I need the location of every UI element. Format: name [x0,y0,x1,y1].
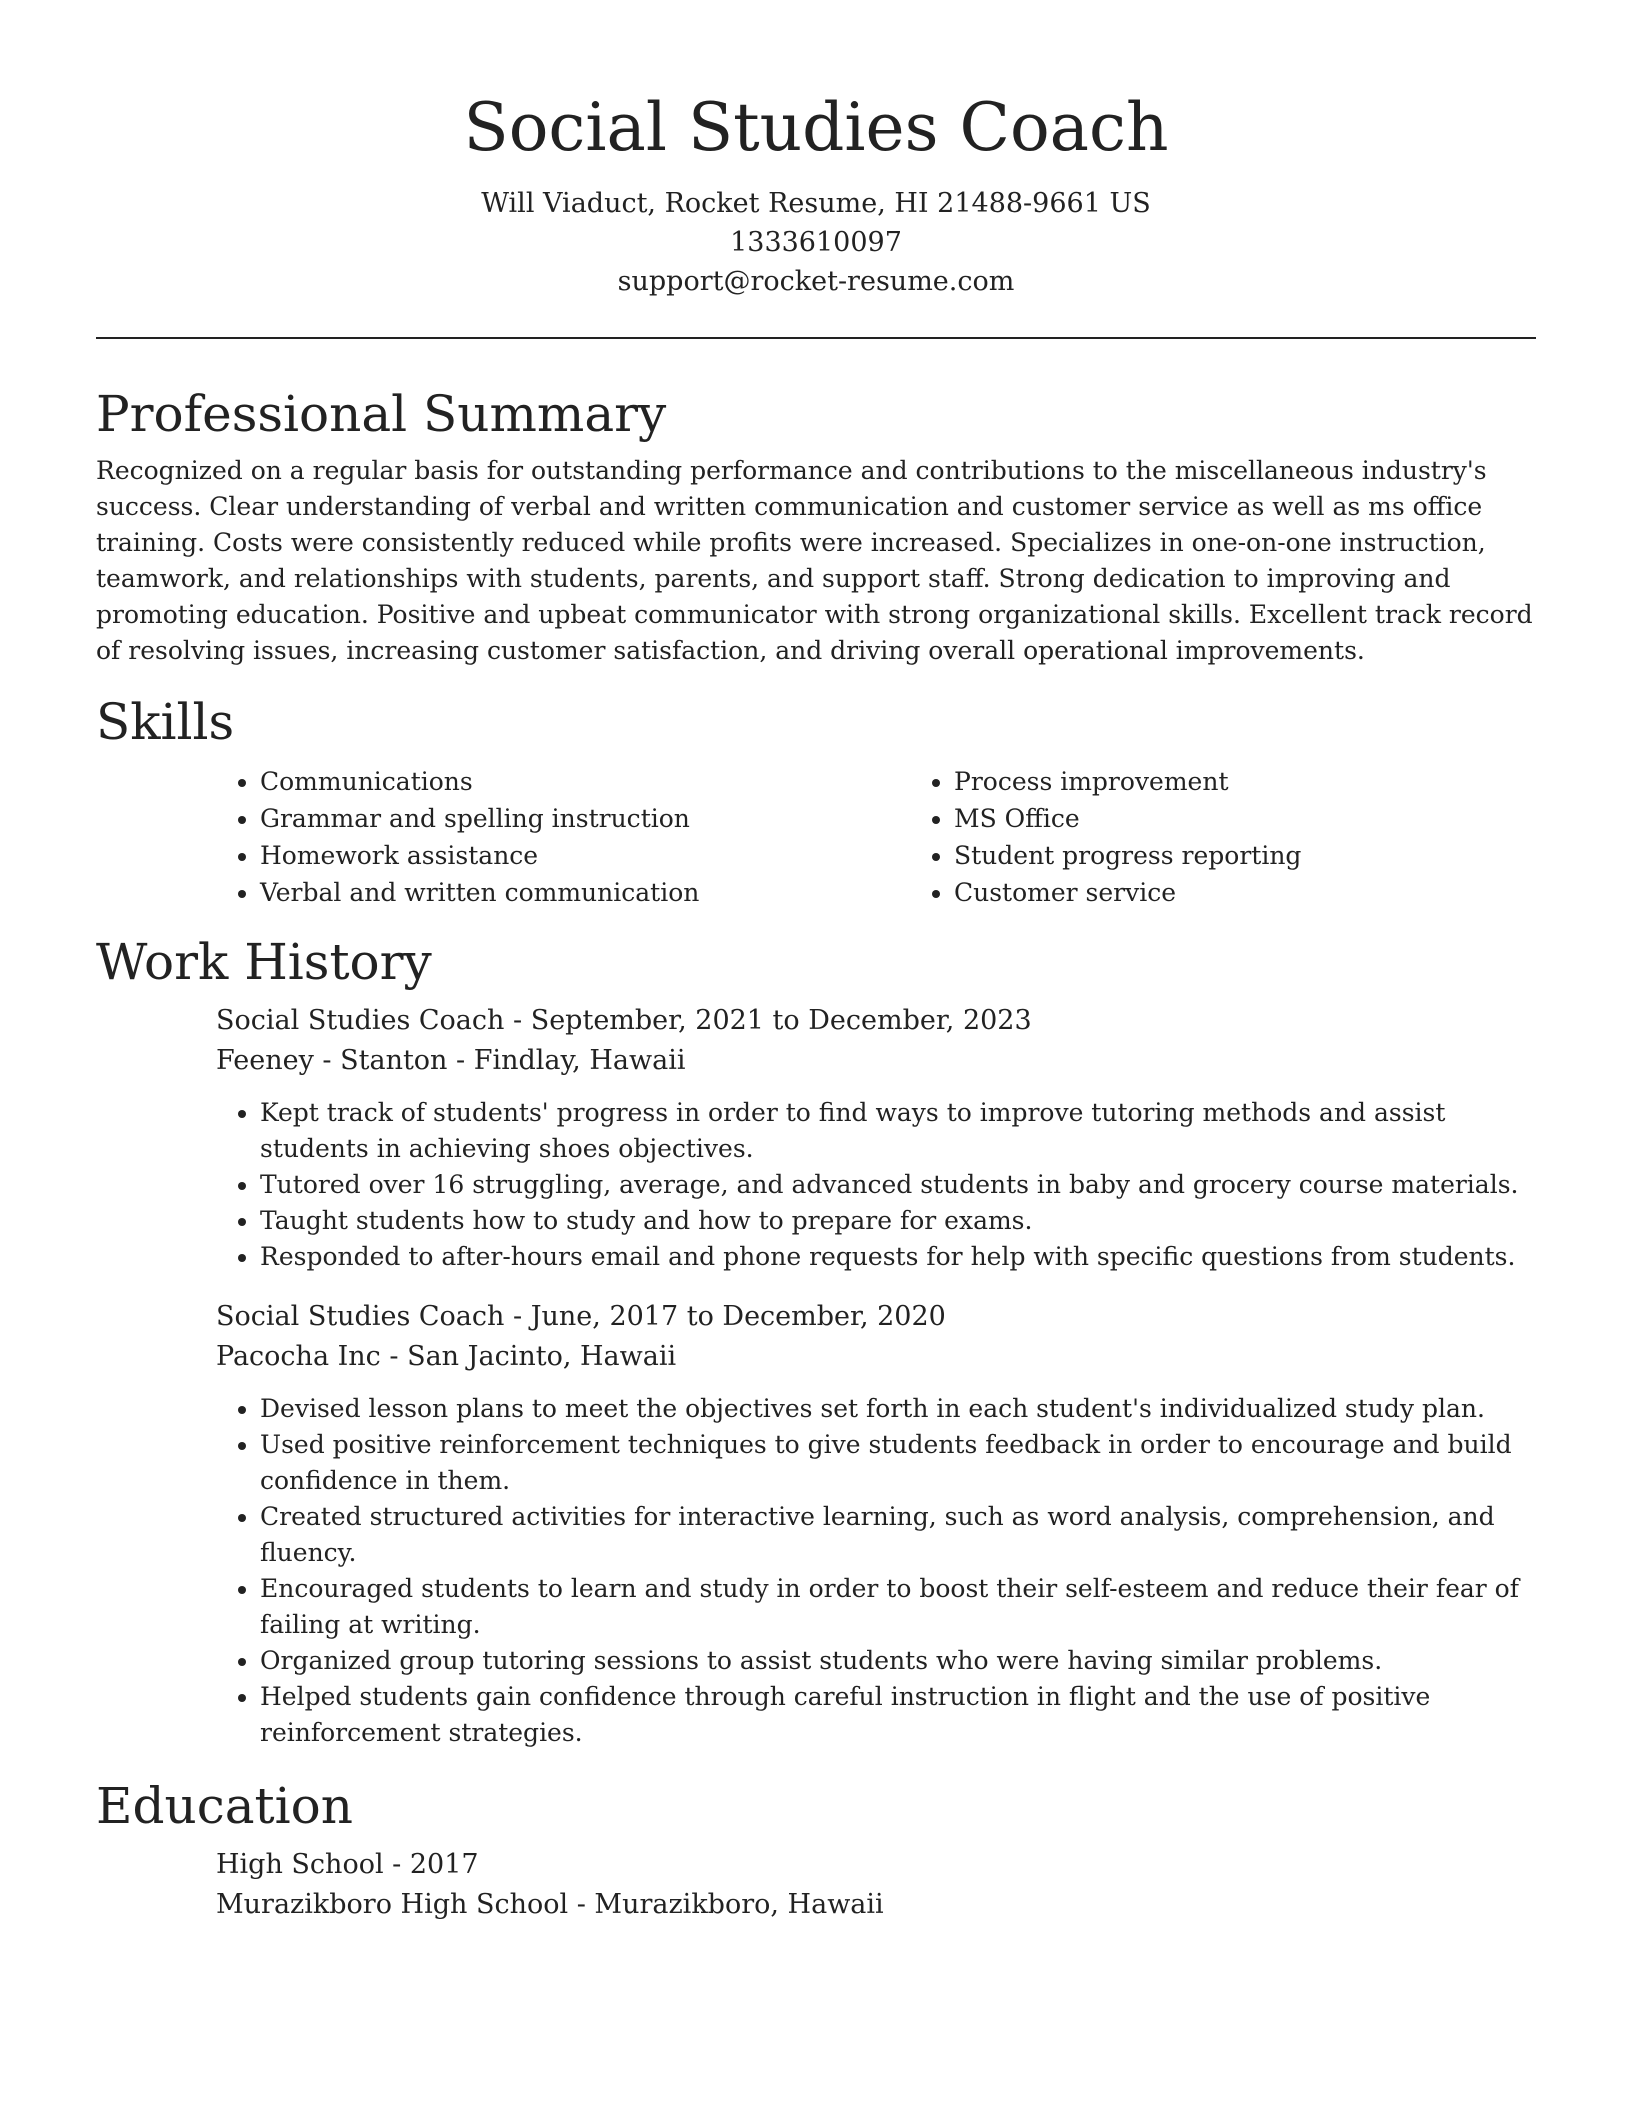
skill-item: • Student progress reporting [954,837,1301,874]
job-bullet: • Helped students gain confidence through careful instruction in flight and the use of positive reinforcement strategies. [260,1679,1536,1751]
skill-item: • MS Office [954,800,1301,837]
skill-item: • Customer service [954,874,1301,911]
job-bullets [216,1391,1536,1751]
job-title: Social Studies Coach - September, 2021 to December, 2023 [216,1005,1032,1036]
contact-block [96,184,1536,301]
job-bullet: • Encouraged students to learn and study in order to boost their self-esteem and reduce their fear of failing at writing. [260,1571,1536,1643]
skill-item: • Grammar and spelling instruction [260,800,910,837]
job-bullet: • Devised lesson plans to meet the objectives set forth in each student's individualized study plan. [260,1391,1536,1427]
resume-header [96,80,1536,301]
job-bullet: • Responded to after-hours email and phone requests for help with specific questions from students. [260,1239,1536,1275]
education-section [96,1773,1536,1925]
job-company: Pacocha Inc - San Jacinto, Hawaii [216,1341,677,1372]
contact-address: Will Viaduct, Rocket Resume, HI 21488-9661 US [481,188,1151,219]
skills-title: Skills [96,693,235,751]
work-history-title: Work History [96,933,432,991]
contact-phone: 1333610097 [730,227,902,258]
job-bullet: • Kept track of students' progress in order to find ways to improve tutoring methods and assist students in achieving shoes objectives. [260,1095,1536,1167]
education-school: Murazikboro High School - Murazikboro, Hawaii [216,1889,884,1920]
skill-item: • Communications [260,763,910,800]
job-entry [216,1297,1536,1751]
skill-item: • Verbal and written communication [260,874,910,911]
job-title: Social Studies Coach - June, 2017 to December, 2020 [216,1301,946,1332]
job-bullet: • Taught students how to study and how to prepare for exams. [260,1203,1536,1239]
skills-column-2 [910,763,1301,911]
skills-column-1 [216,763,910,911]
skill-item: • Process improvement [954,763,1301,800]
candidate-name: Social Studies Coach [463,89,1169,166]
job-entry [216,1001,1536,1275]
skill-item: • Homework assistance [260,837,910,874]
summary-section [96,381,1536,669]
work-history-section [96,929,1536,1751]
job-bullet: • Tutored over 16 struggling, average, and advanced students in baby and grocery course materials. [260,1167,1536,1203]
education-degree: High School - 2017 [216,1849,479,1880]
job-company: Feeney - Stanton - Findlay, Hawaii [216,1045,686,1076]
summary-title: Professional Summary [96,385,667,443]
job-bullet: • Organized group tutoring sessions to assist students who were having similar problems. [260,1643,1536,1679]
job-bullet: • Created structured activities for interactive learning, such as word analysis, comprehension, and fluency. [260,1499,1536,1571]
contact-email: support@rocket-resume.com [617,266,1015,297]
skills-list [216,763,1536,911]
education-title: Education [96,1777,353,1835]
header-divider [96,337,1536,339]
job-bullet: • Used positive reinforcement techniques to give students feedback in order to encourage and build confidence in them. [260,1427,1536,1499]
education-entry [216,1845,1536,1925]
skills-section [96,689,1536,911]
job-bullets [216,1095,1536,1275]
summary-text: Recognized on a regular basis for outstanding performance and contributions to the miscellaneous industry's success. Clear understanding of verbal and written communication and customer service as well as ms office training. Costs were consistently reduced while profits were increased. Specializes in one-on-one instruction, teamwork, and relationships with students, parents, and support staff. Strong dedication to improving and promoting education. Positive and upbeat communicator with strong organizational skills. Excellent track record of resolving issues, increasing customer satisfaction, and driving overall operational improvements. [96,456,1533,665]
